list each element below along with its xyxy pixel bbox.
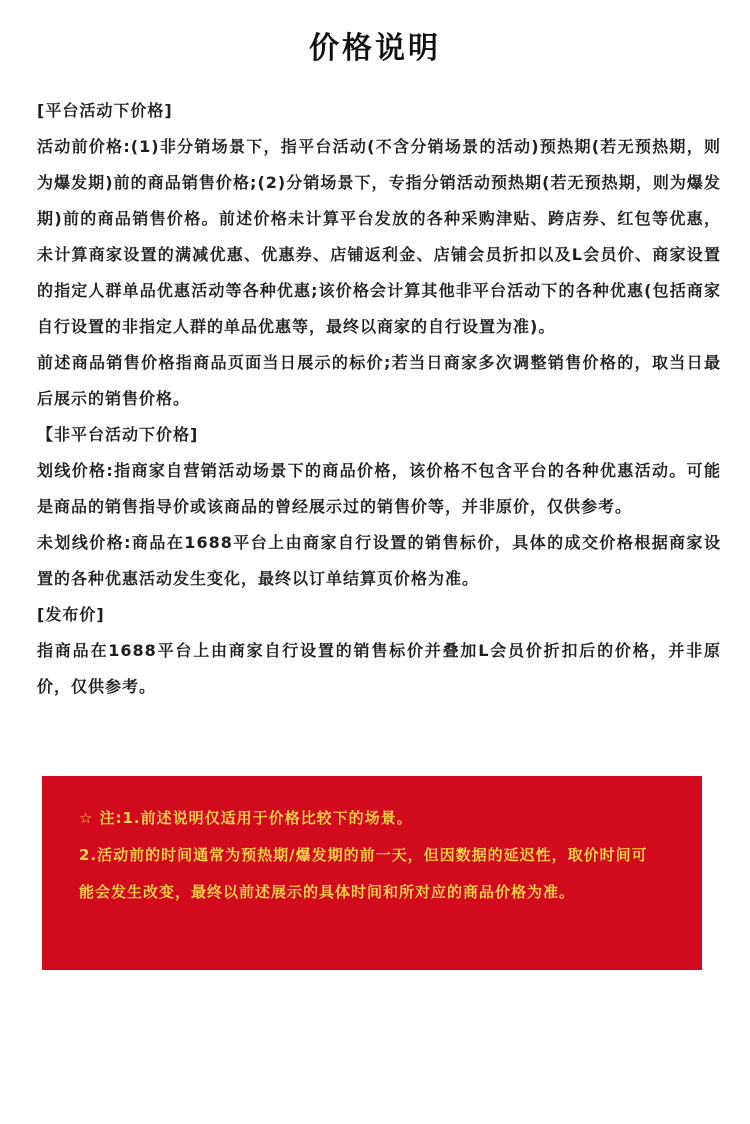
price-explanation-content [37, 93, 721, 705]
notice-line-2: 2.活动前的时间通常为预热期/爆发期的前一天，但因数据的延迟性，取价时间可能会发生改变，最终以前述展示的具体时间和所对应的商品价格为准。 [79, 846, 648, 901]
strikethrough-price-text: 划线价格:指商家自营销活动场景下的商品价格，该价格不包含平台的各种优惠活动。可能是商品的销售指导价或该商品的曾经展示过的销售价等，并非原价，仅供参考。 [37, 461, 721, 516]
notice-box [42, 776, 702, 970]
nonplatform-section-heading: 【非平台活动下价格] [37, 425, 199, 444]
notice-line-1-text: 注:1.前述说明仅适用于价格比较下的场景。 [99, 809, 413, 827]
notice-line-1 [79, 800, 652, 837]
release-price-heading: [发布价] [37, 605, 105, 624]
platform-display-price-text: 前述商品销售价格指商品页面当日展示的标价;若当日商家多次调整销售价格的，取当日最后展示的销售价格。 [37, 353, 721, 408]
release-price-text: 指商品在1688平台上由商家自行设置的销售标价并叠加L会员价折扣后的价格，并非原价，仅供参考。 [37, 641, 721, 696]
non-strikethrough-price-text: 未划线价格:商品在1688平台上由商家自行设置的销售标价，具体的成交价格根据商家设置的各种优惠活动发生变化，最终以订单结算页价格为准。 [37, 533, 721, 588]
star-icon: ☆ [79, 809, 94, 827]
platform-section-heading: [平台活动下价格] [37, 101, 173, 120]
page-title: 价格说明 [309, 31, 441, 66]
platform-pre-activity-price-text: 活动前价格:(1)非分销场景下，指平台活动(不含分销场景的活动)预热期(若无预热期，则为爆发期)前的商品销售价格;(2)分销场景下，专指分销活动预热期(若无预热期，则为爆发期)前的商品销售价格。前述价格未计算平台发放的各种采购津贴、跨店券、红包等优惠，未计算商家设置的满减优惠、优惠券、店铺返利金、店铺会员折扣以及L会员价、商家设置的指定人群单品优惠活动等各种优惠;该价格会计算其他非平台活动下的各种优惠(包括商家自行设置的非指定人群的单品优惠等，最终以商家的自行设置为准)。 [37, 137, 721, 336]
